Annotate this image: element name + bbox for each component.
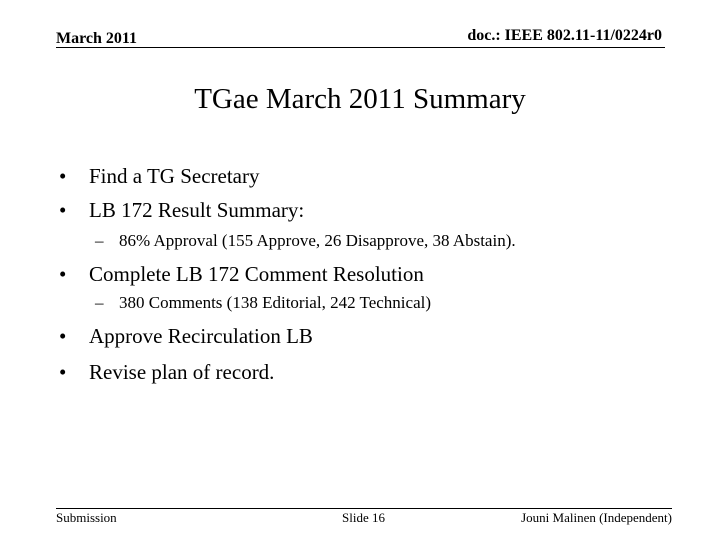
- sub-bullet-text: 380 Comments (138 Editorial, 242 Technical): [119, 293, 431, 312]
- bullet-item: [59, 163, 259, 189]
- header-doc-id: doc.: IEEE 802.11-11/0224r0: [467, 27, 662, 44]
- sub-bullet-marker: –: [95, 231, 104, 250]
- bullet-marker: •: [59, 262, 67, 286]
- bullet-text: Complete LB 172 Comment Resolution: [89, 262, 424, 286]
- bullet-text: LB 172 Result Summary:: [89, 198, 305, 222]
- header-date: March 2011: [56, 30, 138, 47]
- bullet-item: [59, 323, 313, 349]
- sub-bullet-text: 86% Approval (155 Approve, 26 Disapprove, 38 Abstain).: [119, 231, 516, 250]
- bullet-marker: •: [59, 360, 67, 384]
- sub-bullet-item: [95, 292, 431, 314]
- bullet-item: [59, 359, 274, 385]
- slide-title: TGae March 2011 Summary: [194, 83, 526, 115]
- bullet-text: Revise plan of record.: [89, 360, 275, 384]
- bullet-marker: •: [59, 198, 67, 222]
- bullet-item: [59, 261, 424, 287]
- footer-rule: [56, 508, 672, 509]
- bullet-text: Approve Recirculation LB: [89, 324, 313, 348]
- sub-bullet-item: [95, 230, 516, 252]
- bullet-marker: •: [59, 324, 67, 348]
- footer-slide-number: Slide 16: [342, 510, 385, 525]
- sub-bullet-marker: –: [95, 293, 104, 312]
- footer-author: Jouni Malinen (Independent): [521, 510, 672, 525]
- bullet-item: [59, 197, 304, 223]
- bullet-text: Find a TG Secretary: [89, 164, 260, 188]
- footer-submission: Submission: [56, 510, 117, 525]
- bullet-marker: •: [59, 164, 67, 188]
